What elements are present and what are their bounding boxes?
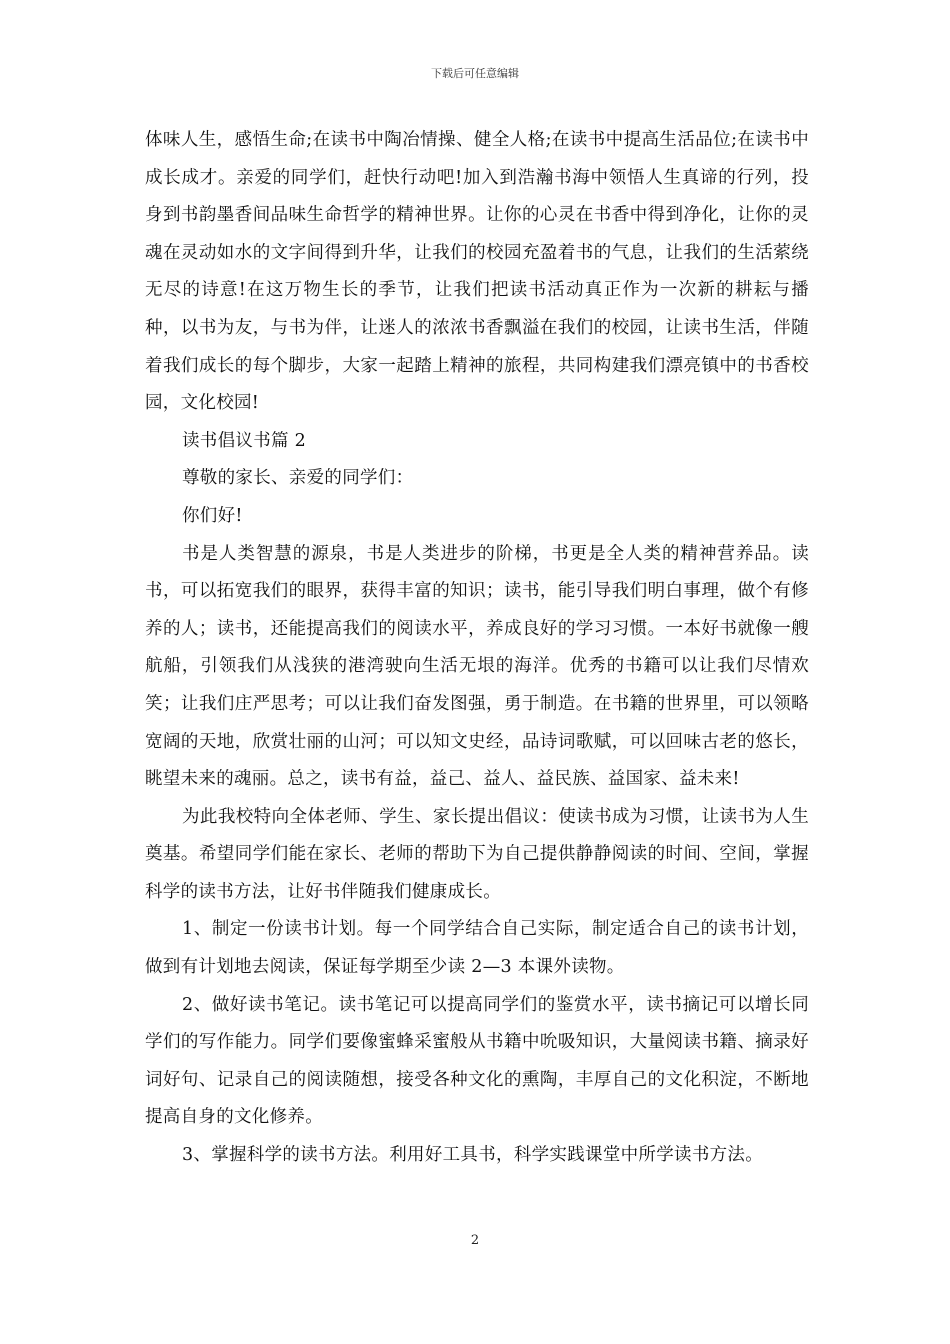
document-body — [145, 122, 809, 1175]
section-heading: 读书倡议书篇 2 — [182, 430, 307, 451]
paragraph-body: 书是人类智慧的源泉，书是人类进步的阶梯，书更是全人类的精神营养品。读书，可以拓宽我们的眼界，获得丰富的知识；读书，能引导我们明白事理，做个有修养的人；读书，还能提高我们的阅读水平，养成良好的学习习惯。一本好书就像一艘航船，引领我们从浅狭的港湾驶向生活无垠的海洋。优秀的书籍可以让我们尽情欢笑；让我们庄严思考；可以让我们奋发图强，勇于制造。在书籍的世界里，可以领略宽阔的天地，欣赏壮丽的山河；可以知文史经，品诗词歌赋，可以回味古老的悠长，眺望未来的魂丽。总之，读书有益，益己、益人、益民族、益国家、益未来! — [145, 543, 809, 790]
paragraph-continuation: 体味人生，感悟生命;在读书中陶冶情操、健全人格;在读书中提高生活品位;在读书中成长成才。亲爱的同学们，赶快行动吧!加入到浩瀚书海中领悟人生真谛的行列，投身到书韵墨香间品味生命哲学的精神世界。让你的心灵在书香中得到净化，让你的灵魂在灵动如水的文字间得到升华，让我们的校园充盈着书的气息，让我们的生活萦绕无尽的诗意!在这万物生长的季节，让我们把读书活动真正作为一次新的耕耘与播种，以书为友，与书为伴，让迷人的浓浓书香飘溢在我们的校园，让读书生活，伴随着我们成长的每个脚步，大家一起踏上精神的旅程，共同构建我们漂亮镇中的书香校园，文化校园! — [145, 130, 809, 414]
list-item-3: 3、掌握科学的读书方法。利用好工具书，科学实践课堂中所学读书方法。 — [182, 1145, 764, 1166]
greeting: 你们好! — [182, 505, 243, 526]
page-header-note: 下载后可任意编辑 — [431, 67, 519, 80]
list-item-2: 2、做好读书笔记。读书笔记可以提高同学们的鉴赏水平，读书摘记可以增长同学们的写作能力。同学们要像蜜蜂采蜜般从书籍中吮吸知识，大量阅读书籍、摘录好词好句、记录自己的阅读随想，接受各种文化的熏陶，丰厚自己的文化积淀，不断地提高自身的文化修养。 — [145, 994, 809, 1128]
salutation: 尊敬的家长、亲爱的同学们： — [182, 468, 414, 489]
paragraph-proposal: 为此我校特向全体老师、学生、家长提出倡议：使读书成为习惯，让读书为人生奠基。希望同学们能在家长、老师的帮助下为自己提供静静阅读的时间、空间，掌握科学的读书方法，让好书伴随我们健康成长。 — [145, 806, 809, 902]
page-number: 2 — [470, 1233, 480, 1248]
list-item-1: 1、制定一份读书计划。每一个同学结合自己实际，制定适合自己的读书计划，做到有计划地去阅读，保证每学期至少读 2—3 本课外读物。 — [145, 919, 809, 978]
